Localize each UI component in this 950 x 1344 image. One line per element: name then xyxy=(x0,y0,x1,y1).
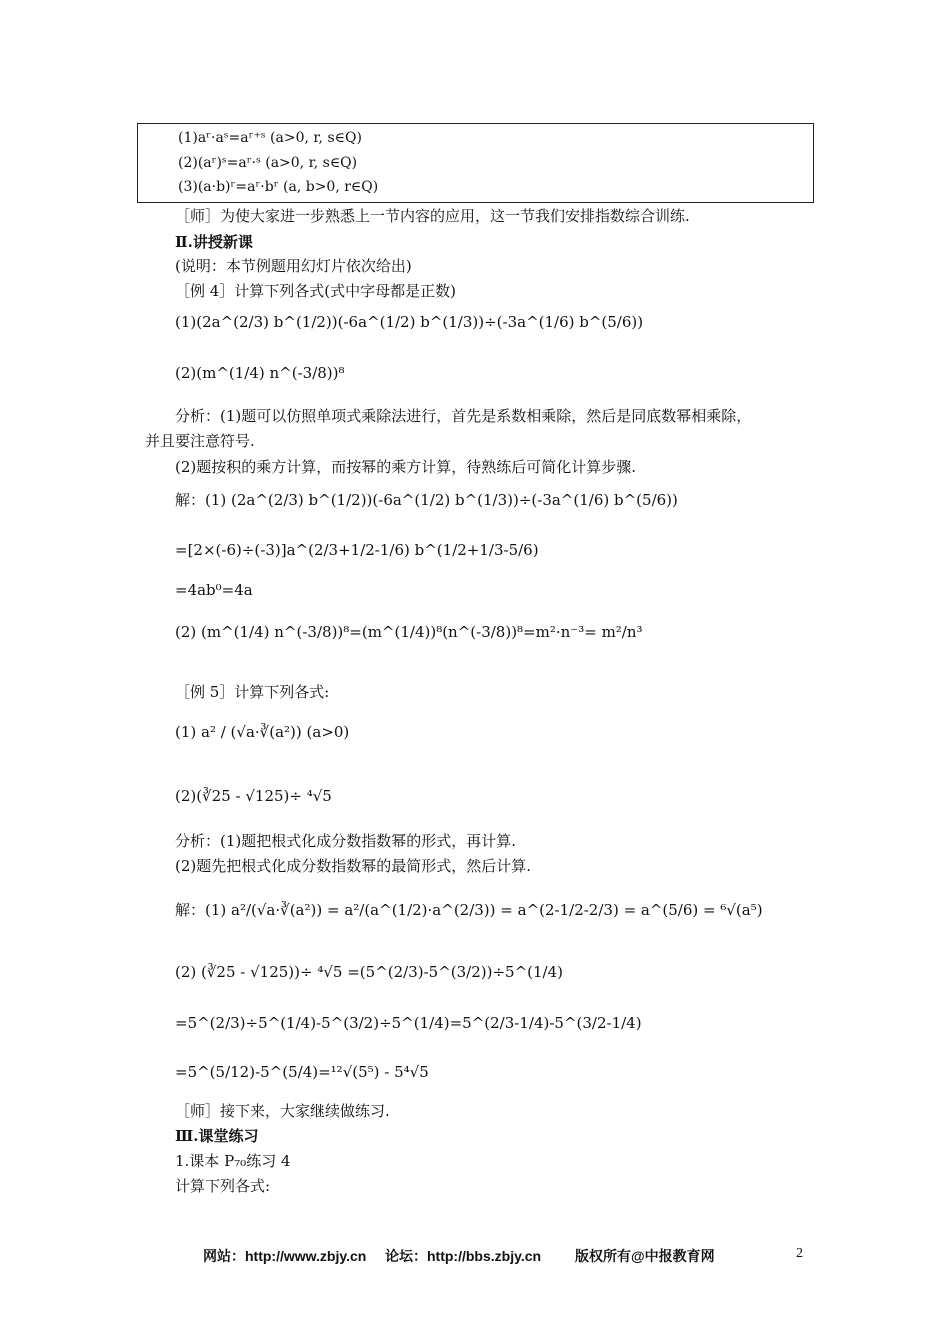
page-number: 2 xyxy=(796,1246,803,1261)
rule-3: (3)(a·b)ʳ=aʳ·bʳ (a, b>0, r∈Q) xyxy=(178,179,379,195)
exponent-rules-box xyxy=(137,123,814,203)
exercise-prompt: 计算下列各式: xyxy=(175,1177,271,1195)
solution-5-step-4: =5^(5/12)-5^(5/4)=¹²√(5⁵) - 5⁴√5 xyxy=(175,1063,429,1081)
footer-site-link[interactable]: 网站：http://www.zbjy.cn xyxy=(203,1248,367,1264)
solution-4-step-1: 解：(1) (2a^(2/3) b^(1/2))(-6a^(1/2) b^(1/3))÷(-3a^(1/6) b^(5/6)) xyxy=(175,491,678,509)
rule-2: (2)(aʳ)ˢ=aʳ·ˢ (a>0, r, s∈Q) xyxy=(178,155,358,171)
example-4-title: ［例 4］计算下列各式(式中字母都是正数) xyxy=(175,282,457,300)
solution-4-step-2: =[2×(-6)÷(-3)]a^(2/3+1/2-1/6) b^(1/2+1/3-5/6) xyxy=(175,541,539,559)
example-4-problem-2: (2)(m^(1/4) n^(-3/8))⁸ xyxy=(175,364,345,382)
analysis-1-line-1: 分析：(1)题可以仿照单项式乘除法进行，首先是系数相乘除，然后是同底数幂相乘除， xyxy=(175,407,752,425)
solution-5-step-3: =5^(2/3)÷5^(1/4)-5^(3/2)÷5^(1/4)=5^(2/3-1/4)-5^(3/2-1/4) xyxy=(175,1014,642,1032)
example-5-problem-2: (2)(∛25 - √125)÷ ⁴√5 xyxy=(175,787,332,805)
example-5-problem-1: (1) a² / (√a·∛(a²)) (a>0) xyxy=(175,723,350,741)
analysis-1-line-2: 并且要注意符号. xyxy=(145,432,255,450)
solution-4-step-4: (2) (m^(1/4) n^(-3/8))⁸=(m^(1/4))⁸(n^(-3/8))⁸=m²·n⁻³= m²/n³ xyxy=(175,623,643,641)
example-5-title: ［例 5］计算下列各式: xyxy=(175,683,330,701)
footer-copyright: 版权所有@中报教育网 xyxy=(575,1248,715,1264)
teacher-transition: ［师］接下来，大家继续做练习. xyxy=(175,1102,390,1120)
example-4-problem-1: (1)(2a^(2/3) b^(1/2))(-6a^(1/2) b^(1/3))÷(-3a^(1/6) b^(5/6)) xyxy=(175,313,644,331)
analysis-3: 分析：(1)题把根式化成分数指数幂的形式，再计算. xyxy=(175,832,517,850)
solution-5-step-2: (2) (∛25 - √125))÷ ⁴√5 =(5^(2/3)-5^(3/2))÷5^(1/4) xyxy=(175,963,564,981)
analysis-2: (2)题按积的乘方计算，而按幂的乘方计算，待熟练后可简化计算步骤. xyxy=(175,458,637,476)
analysis-4: (2)题先把根式化成分数指数幂的最简形式，然后计算. xyxy=(175,857,532,875)
section-heading-3: Ⅲ.课堂练习 xyxy=(175,1127,259,1145)
section-heading-2: Ⅱ.讲授新课 xyxy=(175,233,253,251)
footer-forum-link[interactable]: 论坛：http://bbs.zbjy.cn xyxy=(385,1248,542,1264)
solution-4-step-3: =4ab⁰=4a xyxy=(175,581,253,599)
exercise-item: 1.课本 P₇₀练习 4 xyxy=(175,1152,291,1170)
teacher-intro: ［师］为使大家进一步熟悉上一节内容的应用，这一节我们安排指数综合训练. xyxy=(175,207,690,225)
rule-1: (1)aʳ·aˢ=aʳ⁺ˢ (a>0, r, s∈Q) xyxy=(178,130,362,146)
solution-5-step-1: 解：(1) a²/(√a·∛(a²)) = a²/(a^(1/2)·a^(2/3)) = a^(2-1/2-2/3) = a^(5/6) = ⁶√(a⁵) xyxy=(175,901,763,919)
slide-note: (说明：本节例题用幻灯片依次给出) xyxy=(175,257,412,275)
